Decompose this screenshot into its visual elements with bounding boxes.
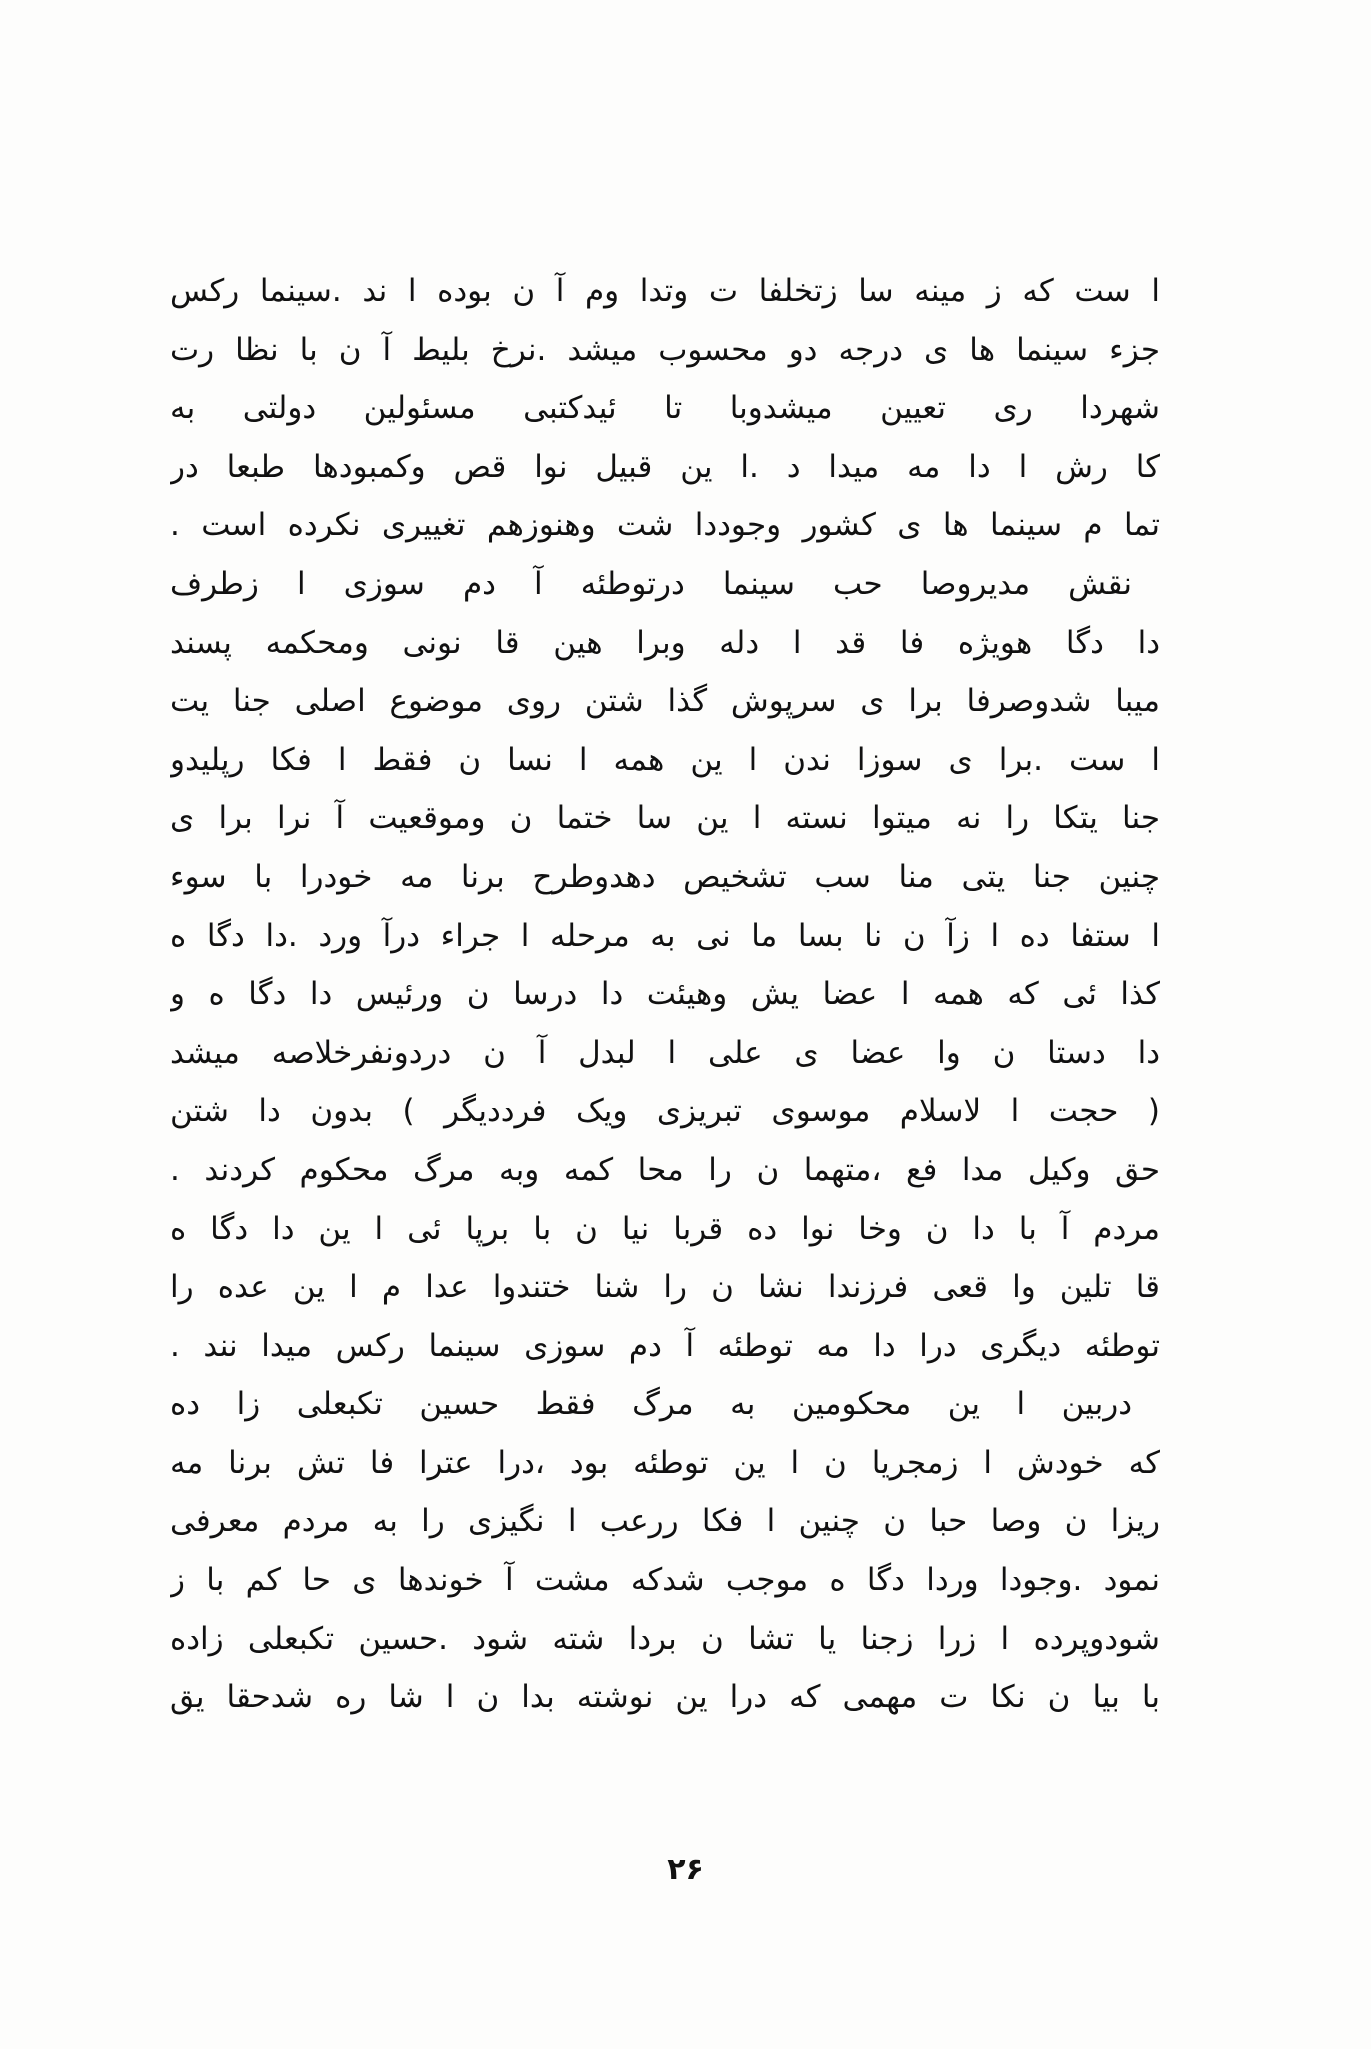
text-line: مردم آ با دا ن وخا نوا ده قربا نیا ن با برپا ئی ا ین دا دگا ه xyxy=(170,1210,1160,1247)
text-line: شهردا ری تعیین میشدوبا تا ئیدکتبی مسئولین دولتی به xyxy=(170,390,1160,427)
text-line: میبا شدوصرفا برا ی سرپوش گذا شتن روی موضوع اصلی جنا یت xyxy=(170,683,1160,720)
page-number: ۲۶ xyxy=(667,1852,704,1887)
text-line: تما م سینما ها ی کشور وجوددا شت وهنوزهم تغییری نکرده است . xyxy=(170,507,1160,544)
text-line: ( حجت ا لاسلام موسوی تبریزی ویک فرددیگر ) بدون دا شتن xyxy=(170,1093,1160,1130)
text-line: ا ست .برا ی سوزا ندن ا ین همه ا نسا ن فقط ا فکا رپلیدو xyxy=(170,741,1160,778)
text-line: که خودش ا زمجریا ن ا ین توطئه بود ،درا عترا فا تش برنا مه xyxy=(170,1444,1160,1481)
text-line: جزء سینما ها ی درجه دو محسوب میشد .نرخ بلیط آ ن با نظا رت xyxy=(170,331,1160,368)
text-line: چنین جنا یتی منا سب تشخیص دهدوطرح برنا مه خودرا با سوء xyxy=(170,858,1160,895)
text-line: ا ستفا ده ا زآ ن نا بسا ما نی به مرحله ا جراء درآ ورد .دا دگا ه xyxy=(170,917,1160,954)
text-line: ریزا ن وصا حبا ن چنین ا فکا ررعب ا نگیزی را به مردم معرفی xyxy=(170,1503,1160,1540)
paragraph-start-line: دربین ا ین محکومین به مرگ فقط حسین تکبعلی زا ده xyxy=(170,1386,1132,1423)
text-line: جنا یتکا را نه میتوا نسته ا ین سا ختما ن وموقعیت آ نرا برا ی xyxy=(170,800,1160,837)
text-line: دا دگا هویژه فا قد ا دله وبرا هین قا نونی ومحکمه پسند xyxy=(170,624,1160,661)
text-line: ا ست که ز مینه سا زتخلفا ت وتدا وم آ ن بوده ا ند .سینما رکس xyxy=(170,273,1160,309)
text-line: دا دستا ن وا عضا ی علی ا لبدل آ ن دردونفرخلاصه میشد xyxy=(170,1034,1160,1071)
text-line: شودوپرده ا زرا زجنا یا تشا ن بردا شته شود .حسین تکبعلی زاده xyxy=(170,1620,1160,1657)
text-line: نمود .وجودا وردا دگا ه موجب شدکه مشت آ خوندها ی حا کم با ز xyxy=(170,1562,1160,1599)
text-line: قا تلین وا قعی فرزندا نشا ن را شنا ختندوا عدا م ا ین عده را xyxy=(170,1269,1160,1306)
text-line: توطئه دیگری درا دا مه توطئه آ دم سوزی سینما رکس میدا نند . xyxy=(170,1327,1160,1364)
text-line: با بیا ن نکا ت مهمی که درا ین نوشته بدا ن ا شا ره شدحقا یق xyxy=(170,1679,1160,1716)
paragraph-start-line: نقش مدیروصا حب سینما درتوطئه آ دم سوزی ا زطرف xyxy=(170,565,1132,602)
body-text xyxy=(170,262,1160,1727)
text-line: کا رش ا دا مه میدا د .ا ین قبیل نوا قص وکمبودها طبعا در xyxy=(170,448,1160,485)
text-line: کذا ئی که همه ا عضا یش وهیئت دا درسا ن ورئیس دا دگا ه و xyxy=(170,976,1160,1013)
text-line: حق وکیل مدا فع ،متهما ن را محا کمه وبه مرگ محکوم کردند . xyxy=(170,1151,1160,1188)
